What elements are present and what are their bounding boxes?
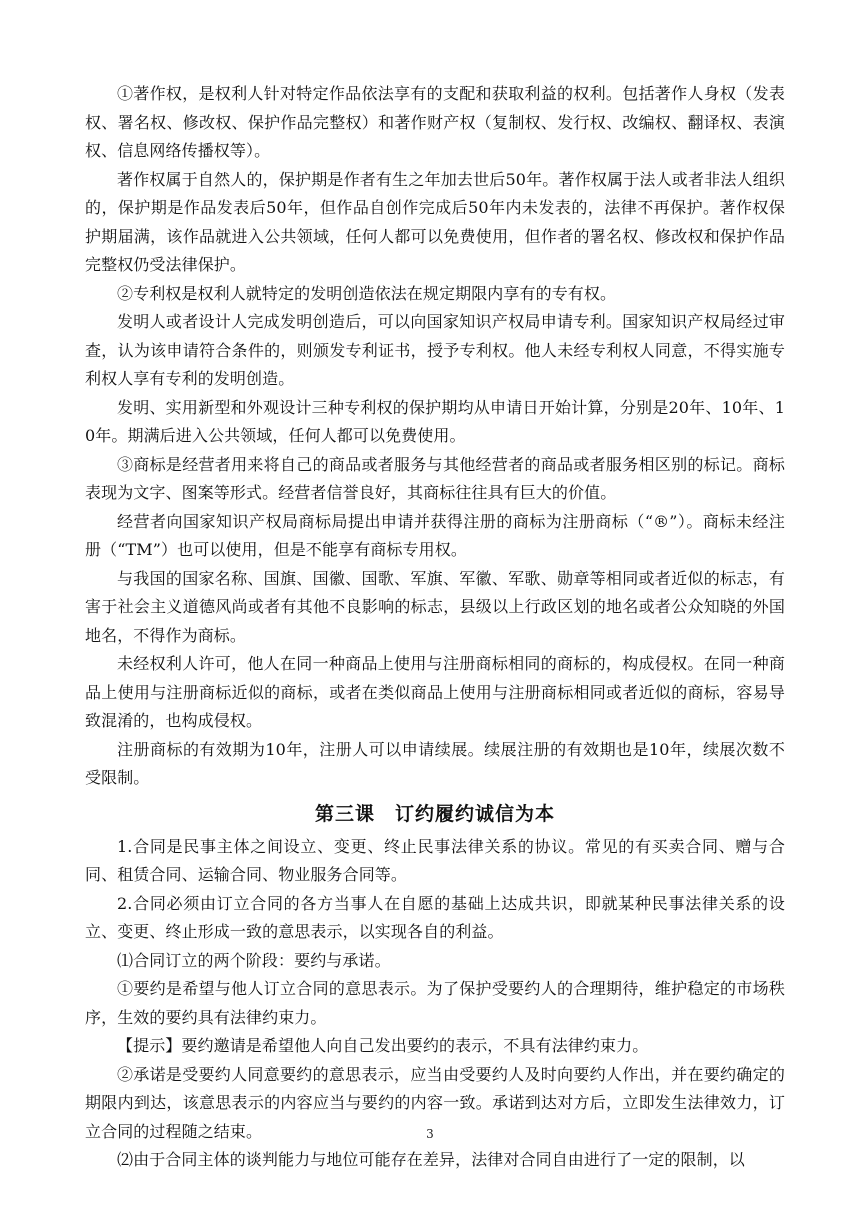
paragraph-trademark-prohibited: 与我国的国家名称、国旗、国徽、国歌、军旗、军徽、军歌、勋章等相同或者近似的标志，有害于社会主义道德风尚或者有其他不良影响的标志，县级以上行政区划的地名或者公众知晓的外国地名，不得作为商标。 — [85, 568, 785, 645]
paragraph-tip: 【提示】要约邀请是希望他人向自己发出要约的表示，不具有法律约束力。 — [117, 1036, 649, 1055]
paragraph-contract-definition: 1.合同是民事主体之间设立、变更、终止民事法律关系的协议。常见的有买卖合同、赠与合同、租赁合同、运输合同、物业服务合同等。 — [85, 836, 785, 884]
paragraph-trademark-validity: 注册商标的有效期为10年，注册人可以申请续展。续展注册的有效期也是10年，续展次数不受限制。 — [85, 739, 785, 787]
paragraph-trademark-infringement: 未经权利人许可，他人在同一种商品上使用与注册商标相同的商标的，构成侵权。在同一种商品上使用与注册商标近似的商标，或者在类似商品上使用与注册商标相同或者近似的商标，容易导致混淆的，也构成侵权。 — [85, 654, 785, 730]
paragraph-trademark-definition: ③商标是经营者用来将自己的商品或者服务与其他经营者的商品或者服务相区别的标记。商标表现为文字、图案等形式。经营者信誉良好，其商标往往具有巨大的价值。 — [85, 454, 785, 502]
section-heading: 第三课 订约履约诚信为本 — [314, 802, 555, 825]
paragraph-patent-application: 发明人或者设计人完成发明创造后，可以向国家知识产权局申请专利。国家知识产权局经过审查，认为该申请符合条件的，则颁发专利证书，授予专利权。他人未经专利权人同意，不得实施专利权人享有专利的发明创造。 — [85, 312, 785, 388]
paragraph-trademark-registration: 经营者向国家知识产权局商标局提出申请并获得注册的商标为注册商标（“®”）。商标未经注册（“TM”）也可以使用，但是不能享有商标专用权。 — [85, 511, 785, 559]
paragraph-contract-limits: ⑵由于合同主体的谈判能力与地位可能存在差异，法律对合同自由进行了一定的限制，以 — [117, 1150, 745, 1169]
page-number: 3 — [426, 1127, 434, 1141]
paragraph-patent-definition: ②专利权是权利人就特定的发明创造依法在规定期限内享有的专有权。 — [117, 283, 617, 303]
page-body — [85, 80, 785, 1175]
paragraph-acceptance: ②承诺是受要约人同意要约的意思表示，应当由受要约人及时向要约人作出，并在要约确定的期限内到达，该意思表示的内容应当与要约的内容一致。承诺到达对方后，立即发生法律效力，订立合同的过程随之结束。 — [85, 1064, 785, 1141]
paragraph-offer: ①要约是希望与他人订立合同的意思表示。为了保护受要约人的合理期待，维护稳定的市场秩序，生效的要约具有法律约束力。 — [85, 979, 785, 1027]
paragraph-copyright-term: 著作权属于自然人的，保护期是作者有生之年加去世后50年。著作权属于法人或者非法人组织的，保护期是作品发表后50年，但作品自创作完成后50年内未发表的，法律不再保护。著作权保护期届满，该作品就进入公共领域，任何人都可以免费使用，但作者的署名权、修改权和保护作品完整权仍受法律保护。 — [85, 169, 785, 274]
paragraph-contract-consensus: 2.合同必须由订立合同的各方当事人在自愿的基础上达成共识，即就某种民事法律关系的设立、变更、终止形成一致的意思表示，以实现各自的利益。 — [85, 893, 785, 941]
paragraph-copyright-definition: ①著作权，是权利人针对特定作品依法享有的支配和获取利益的权利。包括著作人身权（发表权、署名权、修改权、保护作品完整权）和著作财产权（复制权、发行权、改编权、翻译权、表演权、信息网络传播权等）。 — [85, 84, 785, 160]
paragraph-contract-stages: ⑴合同订立的两个阶段：要约与承诺。 — [117, 950, 391, 970]
paragraph-patent-term: 发明、实用新型和外观设计三种专利权的保护期均从申请日开始计算，分别是20年、10年、10年。期满后进入公共领域，任何人都可以免费使用。 — [85, 397, 785, 445]
